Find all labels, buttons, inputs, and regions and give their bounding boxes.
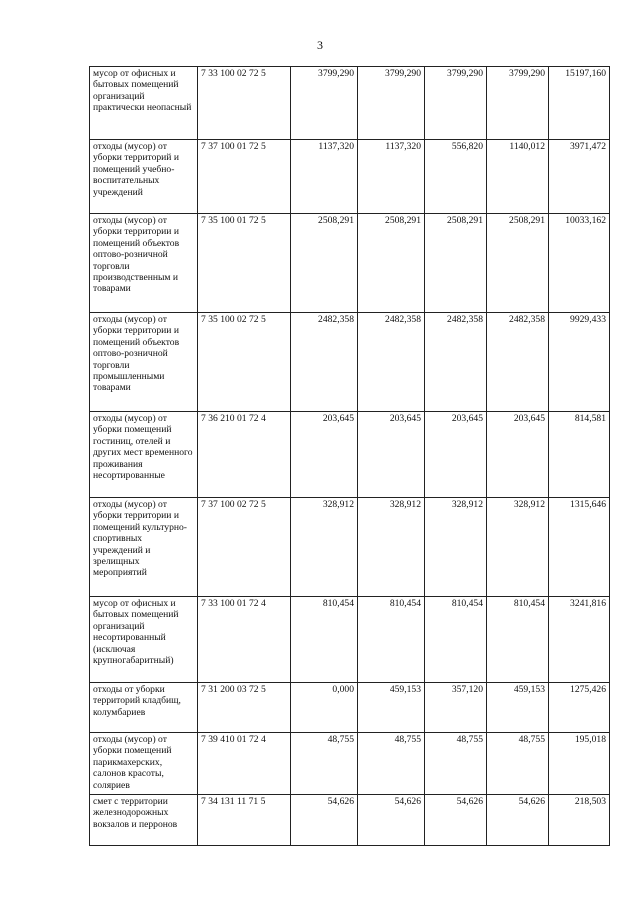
value-cell: 48,755 <box>358 733 425 795</box>
table-row <box>90 795 610 846</box>
value-cell: 2508,291 <box>358 214 425 313</box>
total-cell: 1315,646 <box>549 498 610 597</box>
fkko-code-cell: 7 35 100 02 72 5 <box>198 313 291 412</box>
fkko-code-cell: 7 31 200 03 72 5 <box>198 683 291 733</box>
waste-name-cell: мусор от офисных и бытовых помещений организаций несортированный (исключая крупногабаритный) <box>90 597 198 683</box>
total-cell: 1275,426 <box>549 683 610 733</box>
total-cell: 3241,816 <box>549 597 610 683</box>
table-row <box>90 597 610 683</box>
table-row <box>90 67 610 140</box>
fkko-code-cell: 7 34 131 11 71 5 <box>198 795 291 846</box>
fkko-code-cell: 7 39 410 01 72 4 <box>198 733 291 795</box>
value-cell: 459,153 <box>358 683 425 733</box>
value-cell: 810,454 <box>358 597 425 683</box>
value-cell: 328,912 <box>291 498 358 597</box>
waste-name-cell: отходы от уборки территорий кладбищ, колумбариев <box>90 683 198 733</box>
waste-name-cell: отходы (мусор) от уборки территории и помещений объектов оптово-розничной торговли производственным и товарами <box>90 214 198 313</box>
value-cell: 2482,358 <box>358 313 425 412</box>
value-cell: 203,645 <box>291 412 358 498</box>
table-row <box>90 498 610 597</box>
value-cell: 48,755 <box>291 733 358 795</box>
value-cell: 328,912 <box>487 498 549 597</box>
value-cell: 3799,290 <box>425 67 487 140</box>
waste-name-cell: отходы (мусор) от уборки помещений парикмахерских, салонов красоты, соляриев <box>90 733 198 795</box>
value-cell: 810,454 <box>425 597 487 683</box>
value-cell: 0,000 <box>291 683 358 733</box>
fkko-code-cell: 7 37 100 01 72 5 <box>198 140 291 214</box>
value-cell: 810,454 <box>291 597 358 683</box>
waste-name-cell: отходы (мусор) от уборки территории и помещений культурно-спортивных учреждений и зрелищных мероприятий <box>90 498 198 597</box>
total-cell: 195,018 <box>549 733 610 795</box>
value-cell: 54,626 <box>358 795 425 846</box>
fkko-code-cell: 7 33 100 02 72 5 <box>198 67 291 140</box>
waste-volume-table <box>89 66 610 846</box>
fkko-code-cell: 7 35 100 01 72 5 <box>198 214 291 313</box>
total-cell: 3971,472 <box>549 140 610 214</box>
value-cell: 1137,320 <box>358 140 425 214</box>
total-cell: 218,503 <box>549 795 610 846</box>
value-cell: 48,755 <box>425 733 487 795</box>
value-cell: 203,645 <box>358 412 425 498</box>
total-cell: 9929,433 <box>549 313 610 412</box>
value-cell: 2482,358 <box>425 313 487 412</box>
value-cell: 3799,290 <box>291 67 358 140</box>
total-cell: 15197,160 <box>549 67 610 140</box>
value-cell: 357,120 <box>425 683 487 733</box>
value-cell: 2508,291 <box>425 214 487 313</box>
waste-name-cell: смет с территории железнодорожных вокзалов и перронов <box>90 795 198 846</box>
value-cell: 328,912 <box>358 498 425 597</box>
value-cell: 48,755 <box>487 733 549 795</box>
page-number: 3 <box>317 38 323 52</box>
fkko-code-cell: 7 36 210 01 72 4 <box>198 412 291 498</box>
table-row <box>90 313 610 412</box>
value-cell: 3799,290 <box>358 67 425 140</box>
table-row <box>90 140 610 214</box>
value-cell: 2508,291 <box>291 214 358 313</box>
table-row <box>90 412 610 498</box>
waste-name-cell: отходы (мусор) от уборки помещений гостиниц, отелей и других мест временного проживания несортированные <box>90 412 198 498</box>
value-cell: 3799,290 <box>487 67 549 140</box>
value-cell: 2508,291 <box>487 214 549 313</box>
table-row <box>90 683 610 733</box>
value-cell: 328,912 <box>425 498 487 597</box>
waste-name-cell: мусор от офисных и бытовых помещений организаций практически неопасный <box>90 67 198 140</box>
value-cell: 203,645 <box>487 412 549 498</box>
waste-name-cell: отходы (мусор) от уборки территорий и помещений учебно-воспитательных учреждений <box>90 140 198 214</box>
value-cell: 810,454 <box>487 597 549 683</box>
table-row <box>90 733 610 795</box>
table-row <box>90 214 610 313</box>
value-cell: 2482,358 <box>487 313 549 412</box>
waste-name-cell: отходы (мусор) от уборки территории и помещений объектов оптово-розничной торговли промышленными товарами <box>90 313 198 412</box>
value-cell: 1137,320 <box>291 140 358 214</box>
value-cell: 2482,358 <box>291 313 358 412</box>
total-cell: 10033,162 <box>549 214 610 313</box>
value-cell: 1140,012 <box>487 140 549 214</box>
value-cell: 54,626 <box>425 795 487 846</box>
value-cell: 54,626 <box>291 795 358 846</box>
fkko-code-cell: 7 37 100 02 72 5 <box>198 498 291 597</box>
value-cell: 556,820 <box>425 140 487 214</box>
value-cell: 459,153 <box>487 683 549 733</box>
value-cell: 54,626 <box>487 795 549 846</box>
total-cell: 814,581 <box>549 412 610 498</box>
value-cell: 203,645 <box>425 412 487 498</box>
fkko-code-cell: 7 33 100 01 72 4 <box>198 597 291 683</box>
